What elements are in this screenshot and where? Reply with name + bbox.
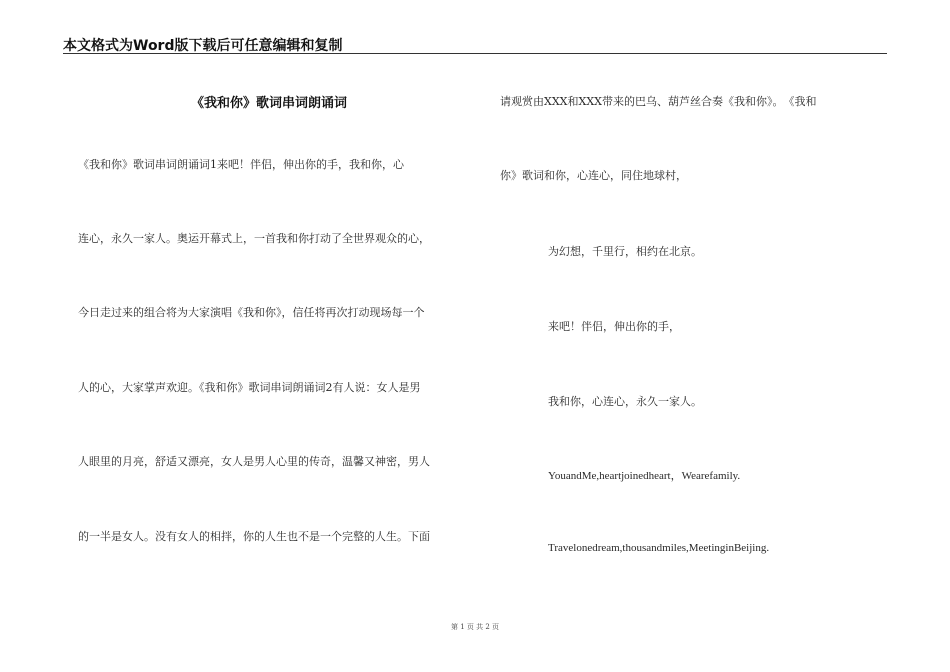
left-line-6: 的一半是女人。没有女人的相拌，你的人生也不是一个完整的人生。下面: [78, 530, 430, 543]
right-line-2: 你》歌词和你，心连心，同住地球村，: [500, 169, 687, 182]
page-number-footer: 第 1 页 共 2 页: [450, 623, 500, 631]
page-header: [63, 33, 887, 54]
header-text: 本文格式为Word版下载后可任意编辑和复制: [63, 38, 343, 54]
right-line-7: Travelonedream,thousandmiles,MeetinginBeijing.: [548, 542, 770, 554]
right-line-3: 为幻想，千里行，相约在北京。: [548, 245, 702, 258]
left-line-5: 人眼里的月亮，舒适又漂亮，女人是男人心里的传奇，温馨又神密，男人: [78, 455, 430, 468]
right-line-1: 请观赏由XXX和XXX带来的巴乌、葫芦丝合奏《我和你》。 《我和: [500, 95, 817, 108]
left-line-4: 人的心，大家掌声欢迎。《我和你》歌词串词朗诵词2有人说：女人是男: [78, 381, 421, 394]
right-line-5: 我和你，心连心，永久一家人。: [548, 395, 702, 408]
right-line-4: 来吧！伴侣，伸出你的手，: [548, 320, 680, 333]
document-title: 《我和你》歌词串词朗诵词: [190, 96, 347, 111]
left-line-1: 《我和你》歌词串词朗诵词1来吧！伴侣，伸出你的手，我和你，心: [78, 158, 404, 171]
left-line-2: 连心，永久一家人。奥运开幕式上，一首我和你打动了全世界观众的心，: [78, 232, 430, 245]
left-line-3: 今日走过来的组合将为大家演唱《我和你》，信任将再次打动现场每一个: [78, 306, 425, 319]
right-line-6: YouandMe,heartjoinedheart，Wearefamily.: [548, 470, 741, 482]
